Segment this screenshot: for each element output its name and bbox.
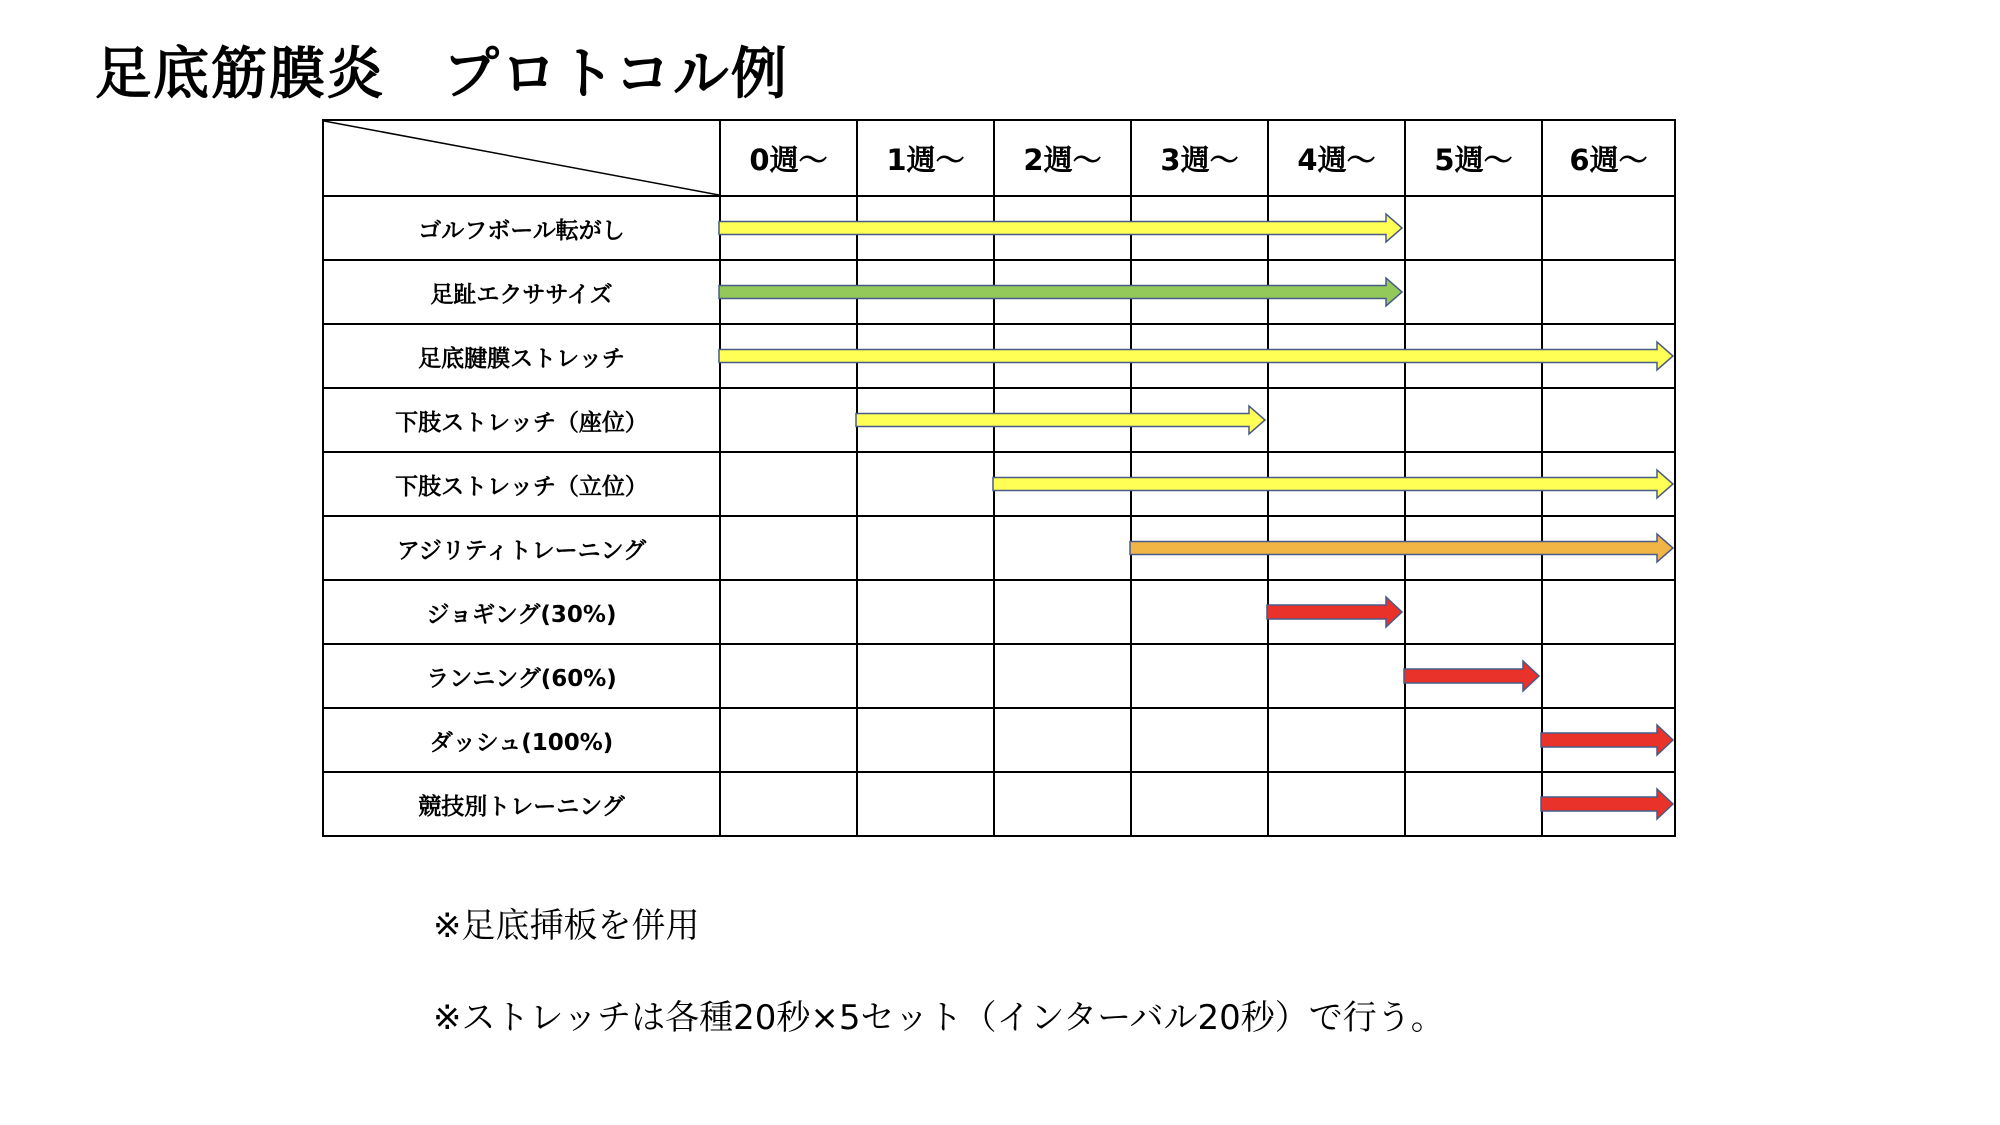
- week-cell: [1542, 580, 1675, 644]
- table-row: [323, 452, 1675, 516]
- week-cell: [857, 580, 994, 644]
- exercise-label: ジョギング(30%): [323, 580, 720, 644]
- week-cell: [857, 452, 994, 516]
- week-cell: [1268, 580, 1405, 644]
- week-cell: [1131, 516, 1268, 580]
- week-cell: [994, 580, 1131, 644]
- week-cell: [857, 260, 994, 324]
- exercise-label: 下肢ストレッチ（座位）: [323, 388, 720, 452]
- week-cell: [720, 260, 857, 324]
- week-cell: [1405, 708, 1542, 772]
- table-row: [323, 260, 1675, 324]
- week-header: 0週〜: [720, 120, 857, 196]
- week-cell: [994, 324, 1131, 388]
- week-cell: [994, 260, 1131, 324]
- week-cell: [1268, 644, 1405, 708]
- week-cell: [857, 388, 994, 452]
- week-cell: [857, 644, 994, 708]
- week-header: 2週〜: [994, 120, 1131, 196]
- table-row: [323, 772, 1675, 836]
- week-cell: [994, 516, 1131, 580]
- week-cell: [857, 772, 994, 836]
- table-row: [323, 644, 1675, 708]
- week-cell: [1542, 452, 1675, 516]
- week-cell: [1542, 260, 1675, 324]
- week-cell: [1542, 708, 1675, 772]
- week-cell: [994, 452, 1131, 516]
- week-cell: [1405, 196, 1542, 260]
- exercise-label: ダッシュ(100%): [323, 708, 720, 772]
- table-row: [323, 708, 1675, 772]
- week-cell: [720, 196, 857, 260]
- week-cell: [857, 324, 994, 388]
- week-cell: [1268, 196, 1405, 260]
- week-cell: [857, 196, 994, 260]
- week-cell: [994, 196, 1131, 260]
- corner-cell: [323, 120, 720, 196]
- week-header: 4週〜: [1268, 120, 1405, 196]
- week-cell: [1268, 324, 1405, 388]
- week-cell: [1268, 452, 1405, 516]
- week-cell: [720, 324, 857, 388]
- week-cell: [1542, 324, 1675, 388]
- week-cell: [720, 516, 857, 580]
- exercise-label: 足底腱膜ストレッチ: [323, 324, 720, 388]
- week-cell: [1131, 580, 1268, 644]
- week-header: 1週〜: [857, 120, 994, 196]
- week-cell: [857, 516, 994, 580]
- week-cell: [1131, 644, 1268, 708]
- week-cell: [1405, 324, 1542, 388]
- week-cell: [1542, 644, 1675, 708]
- note-insole: ※足底挿板を併用: [433, 906, 700, 946]
- week-cell: [1131, 324, 1268, 388]
- week-cell: [1131, 388, 1268, 452]
- week-cell: [1268, 516, 1405, 580]
- week-cell: [1405, 772, 1542, 836]
- week-cell: [1405, 260, 1542, 324]
- week-cell: [1131, 708, 1268, 772]
- week-cell: [857, 708, 994, 772]
- week-cell: [994, 644, 1131, 708]
- week-cell: [994, 388, 1131, 452]
- exercise-label: 足趾エクササイズ: [323, 260, 720, 324]
- table-row: [323, 580, 1675, 644]
- week-header: 6週〜: [1542, 120, 1675, 196]
- week-cell: [720, 580, 857, 644]
- week-cell: [1268, 388, 1405, 452]
- week-cell: [1542, 516, 1675, 580]
- week-cell: [1131, 772, 1268, 836]
- exercise-label: アジリティトレーニング: [323, 516, 720, 580]
- week-cell: [1405, 580, 1542, 644]
- table-row: [323, 388, 1675, 452]
- week-cell: [994, 772, 1131, 836]
- week-header: 3週〜: [1131, 120, 1268, 196]
- week-cell: [1542, 388, 1675, 452]
- protocol-table: [322, 119, 1676, 837]
- week-cell: [720, 388, 857, 452]
- week-cell: [1131, 260, 1268, 324]
- week-cell: [1131, 452, 1268, 516]
- week-cell: [720, 452, 857, 516]
- header-row: [323, 120, 1675, 196]
- exercise-label: ゴルフボール転がし: [323, 196, 720, 260]
- table-row: [323, 196, 1675, 260]
- page-title: 足底筋膜炎 プロトコル例: [95, 42, 789, 107]
- week-cell: [720, 644, 857, 708]
- week-cell: [1268, 708, 1405, 772]
- week-cell: [1542, 196, 1675, 260]
- week-cell: [1542, 772, 1675, 836]
- table-row: [323, 516, 1675, 580]
- week-header: 5週〜: [1405, 120, 1542, 196]
- week-cell: [1131, 196, 1268, 260]
- week-cell: [720, 772, 857, 836]
- week-cell: [1268, 772, 1405, 836]
- week-cell: [1405, 516, 1542, 580]
- exercise-label: 下肢ストレッチ（立位）: [323, 452, 720, 516]
- table-row: [323, 324, 1675, 388]
- exercise-label: ランニング(60%): [323, 644, 720, 708]
- note-stretch: ※ストレッチは各種20秒×5セット（インターバル20秒）で行う。: [433, 998, 1445, 1038]
- week-cell: [1268, 260, 1405, 324]
- week-cell: [1405, 644, 1542, 708]
- exercise-label: 競技別トレーニング: [323, 772, 720, 836]
- week-cell: [994, 708, 1131, 772]
- week-cell: [1405, 452, 1542, 516]
- week-cell: [720, 708, 857, 772]
- week-cell: [1405, 388, 1542, 452]
